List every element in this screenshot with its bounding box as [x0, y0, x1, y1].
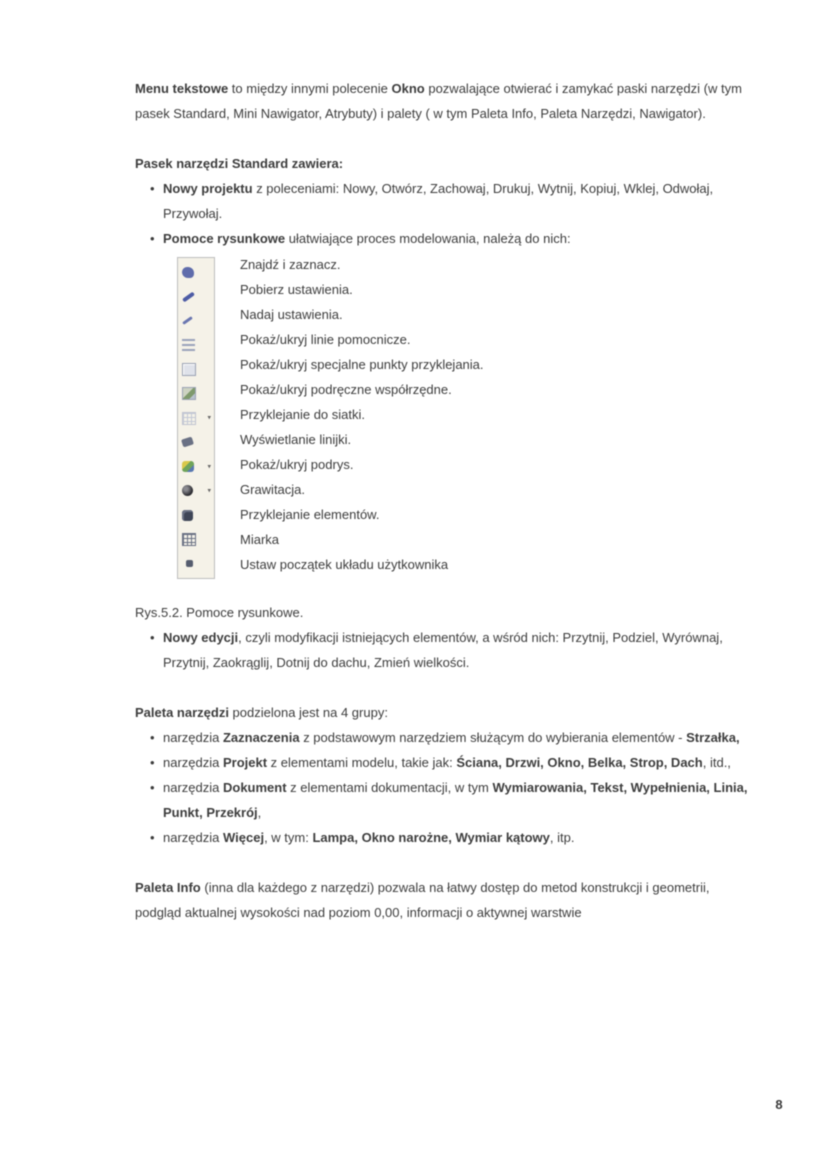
figure-tool-label: Nadaj ustawienia. — [240, 307, 343, 322]
figure-tool-label: Pobierz ustawienia. — [240, 282, 353, 297]
bullet-wiecej: • narzędzia Więcej, w tym: Lampa, Okno narożne, Wymiar kątowy, itp. — [135, 825, 750, 850]
coordinates-icon — [182, 387, 196, 400]
trace-reference-icon — [182, 461, 194, 472]
dropdown-arrow-icon: ▾ — [207, 414, 211, 422]
element-snap-icon — [182, 510, 193, 521]
figure-caption: Rys.5.2. Pomoce rysunkowe. — [135, 605, 304, 620]
ruler-icon — [181, 437, 194, 448]
figure-tool-label: Przyklejanie elementów. — [240, 507, 380, 522]
figure-tool-label: Grawitacja. — [240, 482, 306, 497]
page-content — [135, 0, 750, 925]
heading-paleta-narzedzi: Paleta narzędzi podzielona jest na 4 grupy: — [135, 705, 388, 720]
toolbar-row — [178, 430, 214, 454]
figure-tool-label: Pokaż/ukryj podręczne współrzędne. — [240, 382, 452, 397]
user-origin-icon — [186, 560, 193, 567]
dropdown-arrow-icon: ▾ — [207, 463, 211, 471]
guide-lines-icon — [182, 339, 195, 351]
bullet-zaznaczenia: • narzędzia Zaznaczenia z podstawowym narzędziem służącym do wybierania elementów - Strzałka, — [135, 725, 750, 750]
figure-tool-label: Wyświetlanie linijki. — [240, 432, 352, 447]
toolbar-row — [178, 406, 214, 430]
figure-tool-label: Miarka — [240, 532, 280, 547]
figure-tool-label: Znajdź i zaznacz. — [240, 257, 341, 272]
toolbar-row — [178, 503, 214, 527]
figure-tool-label: Pokaż/ukryj specjalne punkty przyklejania. — [240, 357, 484, 372]
toolbar-row — [178, 479, 214, 503]
bullet-nowy-edycji: • Nowy edycji, czyli modyfikacji istniejących elementów, a wśród nich: Przytnij, Podziel, Wyrównaj, Przytnij, Zaokrąglij, Dotnij do dachu, Zmień wielkości. — [135, 625, 750, 675]
special-snap-points-icon — [182, 363, 196, 376]
grid-snap-icon — [182, 412, 196, 425]
toolbar-row — [178, 260, 214, 284]
figure-tool-label: Przyklejanie do siatki. — [240, 407, 365, 422]
toolbar-row — [178, 382, 214, 406]
heading-pasek-standard: Pasek narzędzi Standard zawiera: — [135, 156, 344, 171]
toolbar-row — [178, 455, 214, 479]
bullet-projekt: • narzędzia Projekt z elementami modelu, takie jak: Ściana, Drzwi, Okno, Belka, Strop, Dach, itd., — [135, 750, 750, 775]
toolbar-row — [178, 527, 214, 551]
figure-tool-label: Pokaż/ukryj linie pomocnicze. — [240, 332, 411, 347]
figure-tool-label: Ustaw początek układu użytkownika — [240, 557, 449, 572]
figure-tool-descriptions — [240, 252, 720, 577]
gravity-icon — [182, 485, 193, 496]
toolbar-row — [178, 357, 214, 381]
toolbar-row — [178, 309, 214, 333]
inject-parameters-icon — [182, 316, 193, 325]
bullet-dokument: • narzędzia Dokument z elementami dokumentacji, w tym Wymiarowania, Tekst, Wypełnienia, Linia, Punkt, Przekrój, — [135, 775, 750, 825]
toolbar-row — [178, 284, 214, 308]
dropdown-arrow-icon: ▾ — [207, 487, 211, 495]
figure-drawing-aids — [135, 252, 750, 600]
toolbar-row — [178, 552, 214, 576]
bullet-nowy-projektu: • Nowy projektu z poleceniami: Nowy, Otwórz, Zachowaj, Drukuj, Wytnij, Kopiuj, Wklej, Odwołaj, Przywołaj. — [135, 176, 750, 226]
toolbar-row — [178, 333, 214, 357]
pick-up-parameters-icon — [182, 292, 195, 303]
measure-icon — [182, 533, 196, 546]
paragraph-paleta-info: Paleta Info (inna dla każdego z narzędzi) pozwala na łatwy dostęp do metod konstrukcji i geometrii, podgląd aktualnej wysokości nad poziom 0,00, informacji o aktywnej warstwie — [135, 880, 710, 920]
find-select-icon — [182, 267, 194, 278]
paragraph-menu-tekstowe: Menu tekstowe to między innymi polecenie Okno pozwalające otwierać i zamykać paski narzędzi (w tym pasek Standard, Mini Nawigator, Atrybuty) i palety ( w tym Paleta Info, Paleta Narzędzi, Nawigator). — [135, 81, 742, 121]
drawing-aids-toolbar-figure — [177, 257, 215, 579]
figure-tool-label: Pokaż/ukryj podrys. — [240, 457, 354, 472]
page-number: 8 — [775, 1097, 783, 1112]
bullet-pomoce-rysunkowe: • Pomoce rysunkowe ułatwiające proces modelowania, należą do nich: — [135, 226, 750, 251]
